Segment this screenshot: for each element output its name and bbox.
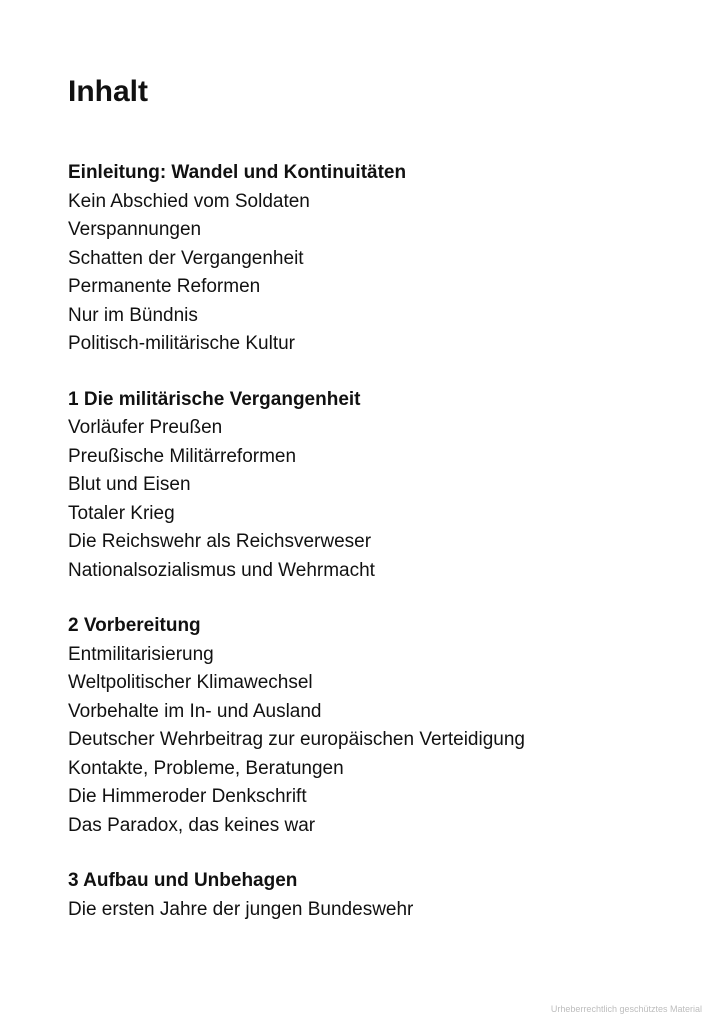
toc-entry: Schatten der Vergangenheit — [68, 247, 304, 269]
section-heading: 1 Die militärische Vergangenheit — [68, 388, 361, 410]
toc-entry: Die ersten Jahre der jungen Bundeswehr — [68, 898, 414, 920]
toc-section-1 — [68, 386, 688, 586]
toc-entry: Vorbehalte im In- und Ausland — [68, 700, 322, 722]
toc-entry: Blut und Eisen — [68, 474, 191, 495]
toc-entry: Die Reichswehr als Reichsverweser — [68, 531, 372, 552]
toc-entry: Politisch-militärische Kultur — [68, 333, 296, 354]
section-heading: Einleitung: Wandel und Kontinuitäten — [68, 162, 407, 183]
toc-entry: Weltpolitischer Klimawechsel — [68, 672, 313, 693]
toc-entry: Kontakte, Probleme, Beratungen — [68, 757, 344, 779]
toc-section-2 — [68, 612, 688, 840]
toc-entry: Totaler Krieg — [68, 502, 175, 524]
section-heading: 2 Vorbereitung — [68, 615, 201, 636]
toc-entry: Deutscher Wehrbeitrag zur europäischen Verteidigung — [68, 729, 525, 750]
toc-entry: Preußische Militärreformen — [68, 445, 297, 467]
toc-entry: Vorläufer Preußen — [68, 417, 223, 438]
toc-entry: Nur im Bündnis — [68, 304, 198, 326]
toc-entry: Entmilitarisierung — [68, 643, 214, 665]
section-heading: 3 Aufbau und Unbehagen — [68, 870, 298, 891]
toc-entry: Nationalsozialismus und Wehrmacht — [68, 559, 375, 581]
toc-entry: Die Himmeroder Denkschrift — [68, 786, 307, 807]
toc-entry: Permanente Reformen — [68, 276, 261, 297]
toc-section-3 — [68, 867, 688, 924]
copyright-watermark: Urheberrechtlich geschütztes Material — [550, 1004, 702, 1014]
table-of-contents — [68, 159, 688, 951]
page-title: Inhalt — [68, 75, 148, 108]
toc-entry: Kein Abschied vom Soldaten — [68, 190, 310, 212]
toc-entry: Verspannungen — [68, 219, 202, 240]
toc-entry: Das Paradox, das keines war — [68, 814, 316, 836]
toc-section-introduction — [68, 159, 688, 359]
